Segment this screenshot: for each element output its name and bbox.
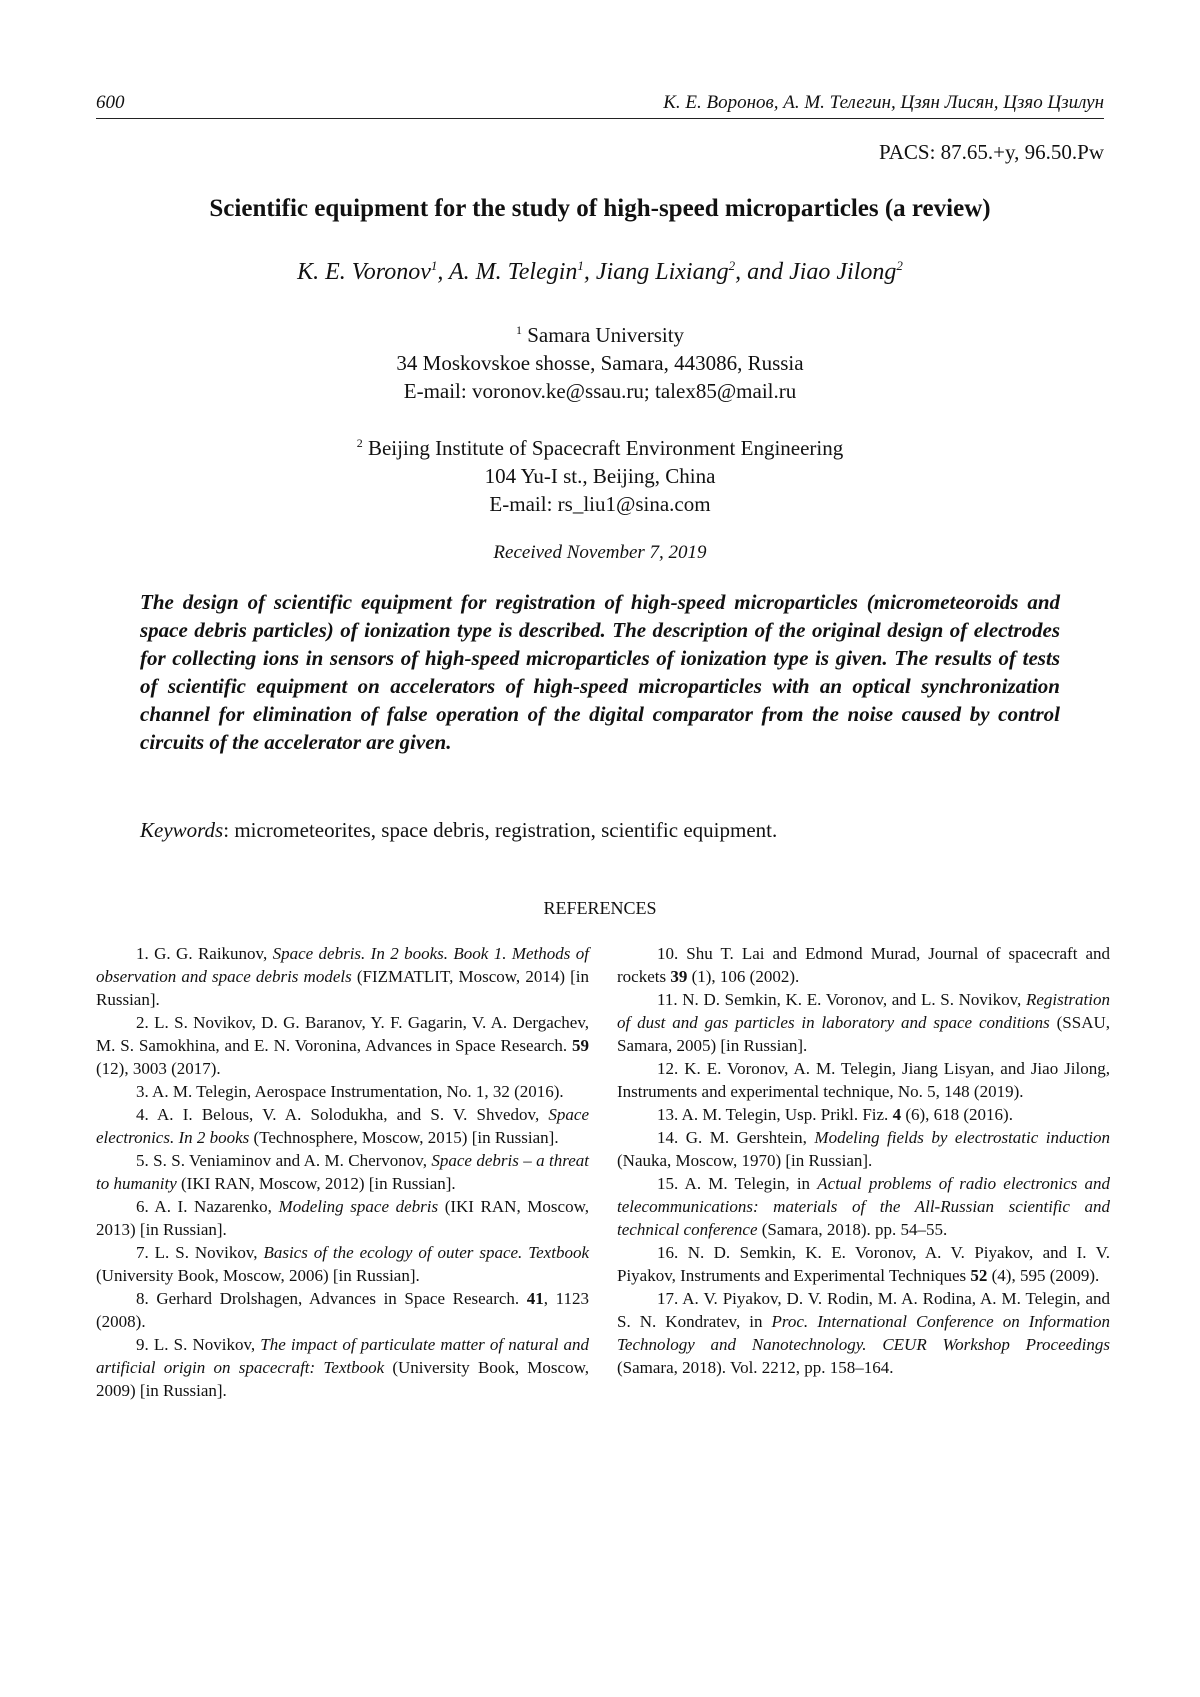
affiliation-email: E-mail: rs_liu1@sina.com — [489, 492, 711, 516]
reference-item: 1. G. G. Raikunov, Space debris. In 2 books. Book 1. Methods of observation and space debris models (FIZMATLIT, Moscow, 2014) [in Russian]. — [96, 944, 590, 1009]
references-right-column — [617, 942, 1110, 1379]
keywords-text: : micrometeorites, space debris, registration, scientific equipment. — [223, 818, 778, 842]
author-name: Jiao Jilong — [789, 259, 897, 285]
affiliation-address: 104 Yu-I st., Beijing, China — [484, 464, 716, 488]
running-head — [96, 92, 1104, 119]
reference-item: 2. L. S. Novikov, D. G. Baranov, Y. F. Gagarin, V. A. Dergachev, M. S. Samokhina, and E. N. Voronina, Advances in Space Research. 59 (12), 3003 (2017). — [96, 1013, 589, 1078]
affiliation-number: 2 — [356, 436, 363, 450]
running-head-authors: К. Е. Воронов, А. М. Телегин, Цзян Лисян, Цзяо Цзилун — [663, 92, 1104, 113]
author-name: Jiang Lixiang — [595, 259, 729, 285]
affiliation-2 — [0, 429, 1200, 518]
author-list: K. E. Voronov$^1$, A. M. Telegin$^1$, Jiang Lixiang$^2$, and Jiao Jilong$^2$ — [297, 258, 903, 285]
received-date: Received November 7, 2019 — [493, 542, 707, 563]
reference-item: 4. A. I. Belous, V. A. Solodukha, and S. V. Shvedov, Space electronics. In 2 books (Technosphere, Moscow, 2015) [in Russian]. — [96, 1105, 589, 1147]
reference-item: 12. K. E. Voronov, A. M. Telegin, Jiang Lisyan, and Jiao Jilong, Instruments and experimental technique, No. 5, 148 (2019). — [617, 1059, 1110, 1101]
affiliation-email: E-mail: voronov.ke@ssau.ru; talex85@mail.ru — [403, 379, 797, 403]
abstract: The design of scientific equipment for registration of high-speed microparticles (micrometeoroids and space debris particles) of ionization type is described. The description of the original design of electrodes for collecting ions in sensors of high-speed microparticles of ionization type is given. The results of tests of scientific equipment on accelerators of high-speed microparticles with an optical synchronization channel for elimination of false operation of the digital comparator from the noise caused by control circuits of the accelerator are given. — [140, 590, 1060, 754]
reference-item: 17. A. V. Piyakov, D. V. Rodin, M. A. Rodina, A. M. Telegin, and S. N. Kondratev, in Proc. International Conference on Information Technology and Nanotechnology. CEUR Workshop Proceedings (Samara, 2018). Vol. 2212, pp. 158–164. — [617, 1289, 1110, 1377]
reference-item: 13. A. M. Telegin, Usp. Prikl. Fiz. 4 (6), 618 (2016). — [657, 1105, 1013, 1124]
keywords — [140, 818, 1060, 843]
reference-item: 10. Shu T. Lai and Edmond Murad, Journal of spacecraft and rockets 39 (1), 106 (2002). — [617, 944, 1110, 986]
reference-item: 16. N. D. Semkin, K. E. Voronov, A. V. Piyakov, and I. V. Piyakov, Instruments and Experimental Techniques 52 (4), 595 (2009). — [617, 1243, 1110, 1285]
affiliation-1 — [0, 316, 1200, 405]
page-number: 600 — [96, 92, 125, 113]
author-affiliation-mark: 2 — [896, 258, 903, 273]
pacs-codes: PACS: 87.65.+y, 96.50.Pw — [878, 140, 1104, 164]
references-left-column — [96, 942, 589, 1402]
author-affiliation-mark: 1 — [577, 258, 584, 273]
reference-item: 9. L. S. Novikov, The impact of particulate matter of natural and artificial origin on spacecraft: Textbook (University Book, Moscow, 2009) [in Russian]. — [96, 1335, 589, 1400]
reference-item: 8. Gerhard Drolshagen, Advances in Space Research. 41, 1123 (2008). — [96, 1289, 589, 1331]
affiliation-address: 34 Moskovskoe shosse, Samara, 443086, Russia — [396, 351, 804, 375]
keywords-label: Keywords — [140, 818, 224, 842]
author-name: K. E. Voronov — [297, 259, 431, 285]
references-heading: REFERENCES — [543, 898, 657, 918]
reference-item: 5. S. S. Veniaminov and A. M. Chervonov, Space debris – a threat to humanity (IKI RAN, Moscow, 2012) [in Russian]. — [96, 1151, 589, 1193]
reference-item: 6. A. I. Nazarenko, Modeling space debris (IKI RAN, Moscow, 2013) [in Russian]. — [96, 1197, 589, 1239]
author-affiliation-mark: 2 — [728, 258, 736, 273]
affiliation-number: 1 — [515, 323, 522, 337]
affiliation-name: Beijing Institute of Spacecraft Environment Engineering — [367, 436, 844, 460]
paper-title: Scientific equipment for the study of high-speed microparticles (a review) — [209, 195, 991, 222]
author-affiliation-mark: 1 — [430, 258, 438, 273]
reference-item: 3. A. M. Telegin, Aerospace Instrumentation, No. 1, 32 (2016). — [136, 1082, 564, 1101]
reference-item: 14. G. M. Gershtein, Modeling fields by electrostatic induction (Nauka, Moscow, 1970) [in Russian]. — [617, 1128, 1110, 1170]
author-name: A. M. Telegin — [448, 259, 578, 285]
reference-item: 7. L. S. Novikov, Basics of the ecology of outer space. Textbook (University Book, Moscow, 2006) [in Russian]. — [96, 1243, 589, 1285]
reference-item: 15. A. M. Telegin, in Actual problems of radio electronics and telecommunications: materials of the All-Russian scientific and technical conference (Samara, 2018). pp. 54–55. — [617, 1174, 1110, 1239]
reference-item: 11. N. D. Semkin, K. E. Voronov, and L. S. Novikov, Registration of dust and gas particles in laboratory and space conditions (SSAU, Samara, 2005) [in Russian]. — [617, 990, 1111, 1055]
affiliation-name: Samara University — [527, 323, 685, 347]
